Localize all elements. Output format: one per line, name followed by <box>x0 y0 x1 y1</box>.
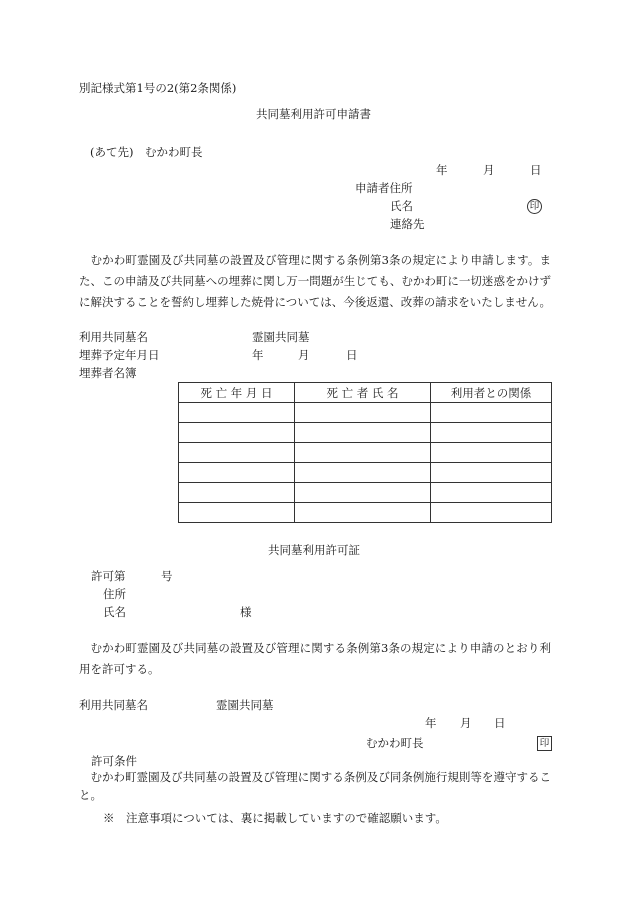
table-cell[interactable] <box>295 483 431 503</box>
table-cell[interactable] <box>295 443 431 463</box>
table-cell[interactable] <box>179 503 295 523</box>
permit-name-label: 氏名 <box>103 605 126 619</box>
table-cell[interactable] <box>179 463 295 483</box>
table-cell[interactable] <box>431 503 552 523</box>
table-row <box>179 463 552 483</box>
table-cell[interactable] <box>295 423 431 443</box>
table-cell[interactable] <box>431 423 552 443</box>
permit-address-label: 住所 <box>103 587 126 601</box>
permit-conditions-label: 許可条件 <box>91 754 137 768</box>
table-row <box>179 483 552 503</box>
header-death-date: 死 亡 年 月 日 <box>179 383 295 403</box>
facility-value: 霊園共同墓 <box>252 330 310 344</box>
table-row <box>179 503 552 523</box>
applicant-name-label: 氏名 <box>390 199 413 213</box>
date-month: 月 <box>483 163 495 177</box>
applicant-seal: 印 <box>527 199 542 214</box>
table-cell[interactable] <box>179 403 295 423</box>
table-cell[interactable] <box>295 403 431 423</box>
applicant-contact-label: 連絡先 <box>390 217 425 231</box>
register-label: 埋葬者名簿 <box>79 366 137 380</box>
table-row <box>179 403 552 423</box>
permit-body: むかわ町霊園及び共同墓の設置及び管理に関する条例第3条の規定により申請のとおり利用を許可する。 <box>79 641 551 676</box>
applicant-address-label: 申請者住所 <box>355 181 413 195</box>
permit-note: ※ 注意事項については、裏に掲載していますので確認願います。 <box>103 811 447 825</box>
table-cell[interactable] <box>431 443 552 463</box>
burial-day: 日 <box>346 348 358 362</box>
table-cell[interactable] <box>431 463 552 483</box>
application-body: むかわ町霊園及び共同墓の設置及び管理に関する条例第3条の規定により申請します。また、この申請及び共同墓への埋葬に関し万一問題が生じても、むかわ町に一切迷惑をかけずに解決することを誓約し埋葬した焼骨については、今後返還、改葬の請求をいたしません。 <box>79 253 551 309</box>
permit-date-day: 日 <box>494 716 506 730</box>
table-row <box>179 443 552 463</box>
permit-title: 共同墓利用許可証 <box>268 543 360 557</box>
burial-year: 年 <box>252 348 264 362</box>
header-relationship: 利用者との関係 <box>431 383 552 403</box>
application-title: 共同墓利用許可申請書 <box>256 107 371 121</box>
table-cell[interactable] <box>431 403 552 423</box>
form-label: 別記様式第1号の2(第2条関係) <box>79 81 237 95</box>
permit-date-year: 年 <box>425 716 437 730</box>
permit-facility-label: 利用共同墓名 <box>79 698 148 712</box>
permit-issuer-seal: 印 <box>537 736 552 751</box>
table-cell[interactable] <box>179 443 295 463</box>
permit-conditions-text: むかわ町霊園及び共同墓の設置及び管理に関する条例及び同条例施行規則等を遵守すること。 <box>79 770 551 802</box>
table-cell[interactable] <box>295 463 431 483</box>
date-day: 日 <box>530 163 542 177</box>
header-deceased-name: 死 亡 者 氏 名 <box>295 383 431 403</box>
burial-date-label: 埋葬予定年月日 <box>79 348 160 362</box>
date-year: 年 <box>436 163 448 177</box>
burial-month: 月 <box>298 348 310 362</box>
table-cell[interactable] <box>431 483 552 503</box>
permit-name-suffix: 様 <box>240 605 252 619</box>
permit-number-suffix: 号 <box>161 569 173 583</box>
table-cell[interactable] <box>179 483 295 503</box>
addressee: (あて先) むかわ町長 <box>90 145 203 159</box>
permit-number-label: 許可第 <box>91 569 126 583</box>
table-row <box>179 423 552 443</box>
table-cell[interactable] <box>179 423 295 443</box>
facility-label: 利用共同墓名 <box>79 330 148 344</box>
table-header-row <box>179 383 552 403</box>
table-cell[interactable] <box>295 503 431 523</box>
permit-date-month: 月 <box>460 716 472 730</box>
permit-facility-value: 霊園共同墓 <box>216 698 274 712</box>
burial-register-table <box>178 382 552 523</box>
permit-issuer: むかわ町長 <box>366 736 424 750</box>
